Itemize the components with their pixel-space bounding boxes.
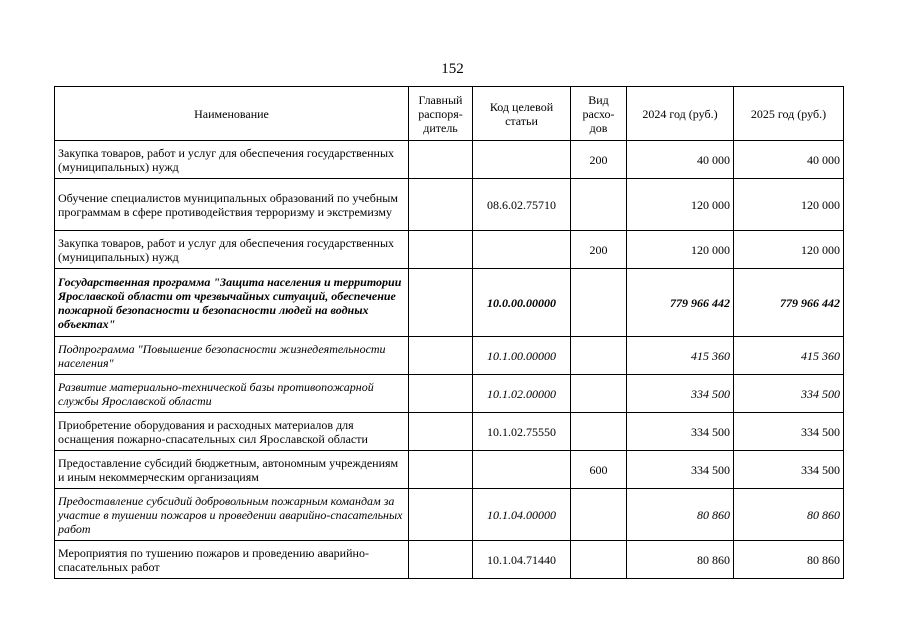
cell-target-code: 10.1.00.00000 — [473, 337, 571, 375]
cell-expense-type — [571, 489, 627, 541]
cell-amount-2024: 120 000 — [627, 179, 734, 231]
cell-main-manager — [409, 451, 473, 489]
header-year-2025: 2025 год (руб.) — [734, 87, 844, 141]
cell-amount-2025: 334 500 — [734, 375, 844, 413]
cell-amount-2025: 334 500 — [734, 451, 844, 489]
cell-amount-2024: 120 000 — [627, 231, 734, 269]
cell-amount-2024: 415 360 — [627, 337, 734, 375]
budget-table — [54, 86, 844, 579]
cell-main-manager — [409, 269, 473, 337]
cell-expense-type — [571, 541, 627, 579]
cell-amount-2025: 334 500 — [734, 413, 844, 451]
cell-amount-2025: 120 000 — [734, 231, 844, 269]
cell-main-manager — [409, 231, 473, 269]
cell-expense-type: 200 — [571, 141, 627, 179]
cell-expense-type: 200 — [571, 231, 627, 269]
cell-expense-type — [571, 269, 627, 337]
cell-main-manager — [409, 375, 473, 413]
table-row — [55, 541, 844, 579]
table-row — [55, 413, 844, 451]
cell-name: Приобретение оборудования и расходных материалов для оснащения пожарно-спасательных сил Ярославской области — [55, 413, 409, 451]
cell-amount-2024: 334 500 — [627, 413, 734, 451]
cell-amount-2024: 80 860 — [627, 541, 734, 579]
cell-expense-type — [571, 337, 627, 375]
cell-amount-2024: 779 966 442 — [627, 269, 734, 337]
page-number: 152 — [441, 61, 464, 77]
cell-amount-2025: 415 360 — [734, 337, 844, 375]
cell-amount-2025: 40 000 — [734, 141, 844, 179]
header-name: Наименование — [55, 87, 409, 141]
cell-target-code — [473, 141, 571, 179]
table-row — [55, 179, 844, 231]
cell-name: Государственная программа "Защита населения и территории Ярославской области от чрезвычайных ситуаций, обеспечение пожарной безопасности и безопасности людей на водных объектах" — [55, 269, 409, 337]
table-row — [55, 141, 844, 179]
cell-target-code — [473, 451, 571, 489]
cell-name: Закупка товаров, работ и услуг для обеспечения государственных (муниципальных) нужд — [55, 231, 409, 269]
cell-name: Предоставление субсидий бюджетным, автономным учреждениям и иным некоммерческим организациям — [55, 451, 409, 489]
cell-amount-2025: 120 000 — [734, 179, 844, 231]
table-row — [55, 489, 844, 541]
cell-expense-type — [571, 179, 627, 231]
cell-main-manager — [409, 179, 473, 231]
cell-expense-type: 600 — [571, 451, 627, 489]
cell-name: Подпрограмма "Повышение безопасности жизнедеятельности населения" — [55, 337, 409, 375]
cell-main-manager — [409, 337, 473, 375]
table-row — [55, 337, 844, 375]
cell-main-manager — [409, 141, 473, 179]
cell-amount-2025: 80 860 — [734, 541, 844, 579]
cell-main-manager — [409, 541, 473, 579]
cell-main-manager — [409, 413, 473, 451]
cell-amount-2024: 334 500 — [627, 451, 734, 489]
cell-amount-2025: 779 966 442 — [734, 269, 844, 337]
cell-target-code: 10.1.02.00000 — [473, 375, 571, 413]
cell-name: Предоставление субсидий добровольным пожарным командам за участие в тушении пожаров и проведении аварийно-спасательных работ — [55, 489, 409, 541]
cell-main-manager — [409, 489, 473, 541]
header-main-manager: Главный распоря- дитель — [409, 87, 473, 141]
cell-target-code: 10.1.02.75550 — [473, 413, 571, 451]
cell-name: Закупка товаров, работ и услуг для обеспечения государственных (муниципальных) нужд — [55, 141, 409, 179]
table-header-row — [55, 87, 844, 141]
cell-target-code: 10.1.04.71440 — [473, 541, 571, 579]
cell-amount-2024: 334 500 — [627, 375, 734, 413]
cell-expense-type — [571, 413, 627, 451]
cell-expense-type — [571, 375, 627, 413]
table-row — [55, 451, 844, 489]
table-row — [55, 375, 844, 413]
cell-name: Мероприятия по тушению пожаров и проведению аварийно-спасательных работ — [55, 541, 409, 579]
cell-amount-2025: 80 860 — [734, 489, 844, 541]
cell-target-code: 08.6.02.75710 — [473, 179, 571, 231]
header-target-code: Код целевой статьи — [473, 87, 571, 141]
cell-target-code: 10.1.04.00000 — [473, 489, 571, 541]
cell-target-code — [473, 231, 571, 269]
table-row — [55, 269, 844, 337]
cell-target-code: 10.0.00.00000 — [473, 269, 571, 337]
cell-name: Обучение специалистов муниципальных образований по учебным программам в сфере противодействия терроризму и экстремизму — [55, 179, 409, 231]
header-expense-type: Вид расхо- дов — [571, 87, 627, 141]
cell-amount-2024: 80 860 — [627, 489, 734, 541]
cell-name: Развитие материально-технической базы противопожарной службы Ярославской области — [55, 375, 409, 413]
table-row — [55, 231, 844, 269]
cell-amount-2024: 40 000 — [627, 141, 734, 179]
header-year-2024: 2024 год (руб.) — [627, 87, 734, 141]
